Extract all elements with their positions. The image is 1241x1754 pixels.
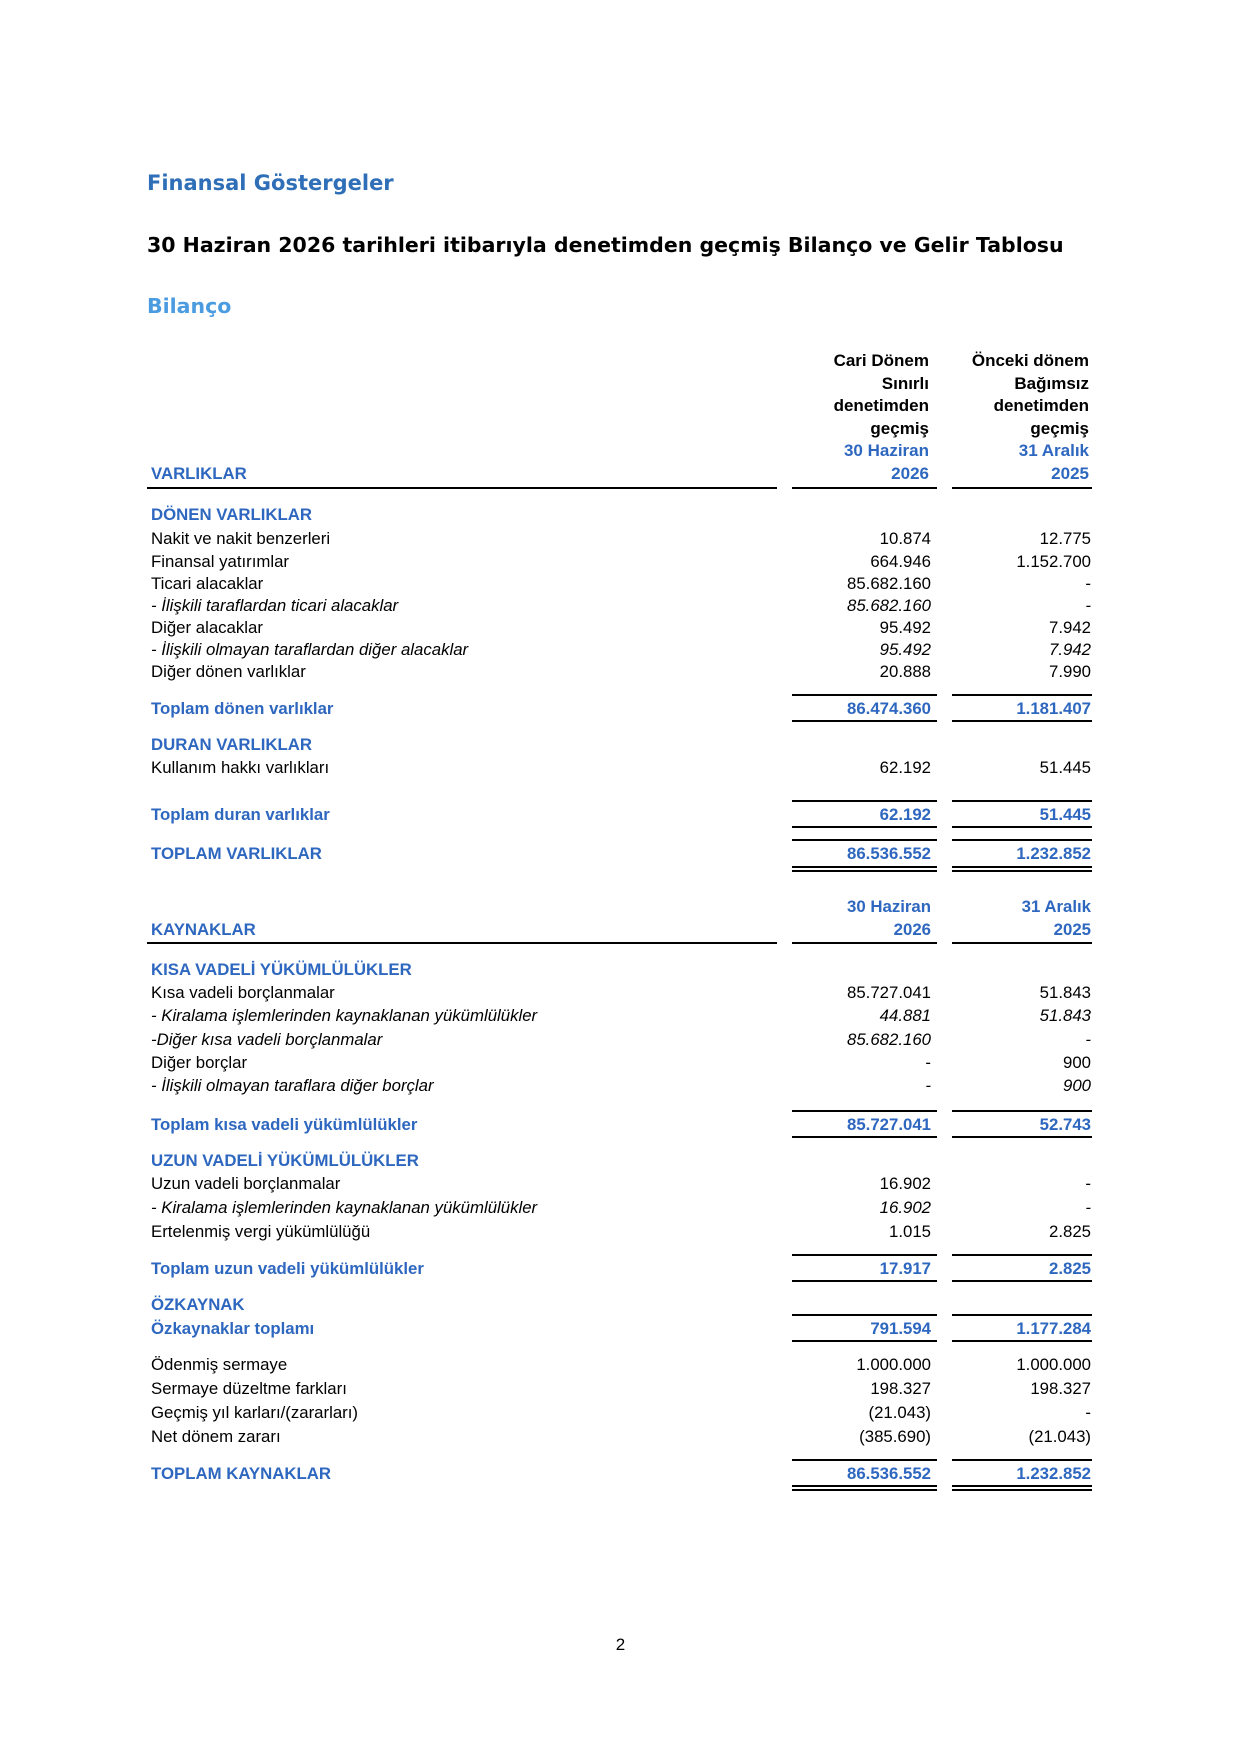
table-row: - İlişkili taraflardan ticari alacaklar 85.682.160 - — [151, 596, 1091, 615]
page-number: 2 — [615, 1635, 626, 1654]
liabilities-header-rule-prev — [952, 942, 1092, 944]
liabilities-header-rule — [147, 942, 777, 944]
short-term-heading: KISA VADELİ YÜKÜMLÜLÜKLER — [151, 960, 412, 979]
current-assets-total: Toplam dönen varlıklar 86.474.360 1.181.407 — [151, 699, 1091, 718]
previous-header-line2: Bağımsız — [1014, 373, 1089, 393]
total-double-rule — [952, 1485, 1092, 1487]
table-row: Ertelenmiş vergi yükümlülüğü 1.015 2.825 — [151, 1222, 1091, 1241]
total-rule — [952, 1459, 1092, 1461]
table-row: Ticari alacaklar 85.682.160 - — [151, 574, 1091, 593]
previous-header-line4: geçmiş — [1030, 418, 1089, 438]
total-rule — [952, 839, 1092, 841]
total-rule — [792, 1459, 937, 1461]
noncurrent-assets-heading: DURAN VARLIKLAR — [151, 735, 312, 754]
subtotal-rule — [952, 720, 1092, 722]
total-assets: TOPLAM VARLIKLAR 86.536.552 1.232.852 — [151, 844, 1091, 863]
subtotal-rule — [792, 1280, 937, 1282]
current-header-line1: Cari Dönem — [833, 351, 929, 370]
previous-header-line1: Önceki dönem — [971, 351, 1089, 370]
current-header-line4: geçmiş — [870, 418, 929, 438]
document-subtitle: 30 Haziran 2026 tarihleri itibarıyla denetimden geçmiş Bilanço ve Gelir Tablosu — [147, 233, 1064, 257]
table-row: Geçmiş yıl karları/(zararları) (21.043) - — [151, 1403, 1091, 1422]
section-heading: Bilanço — [147, 294, 232, 318]
total-double-rule — [952, 866, 1092, 868]
short-term-total: Toplam kısa vadeli yükümlülükler 85.727.041 52.743 — [151, 1115, 1091, 1134]
assets-header-rule-prev — [952, 487, 1092, 489]
noncurrent-assets-total: Toplam duran varlıklar 62.192 51.445 — [151, 805, 1091, 824]
table-row: Nakit ve nakit benzerleri 10.874 12.775 — [151, 529, 1091, 548]
subtotal-rule — [952, 1110, 1092, 1112]
total-double-rule — [952, 870, 1092, 872]
table-row: -Diğer kısa vadeli borçlanmalar 85.682.160 - — [151, 1030, 1091, 1049]
subtotal-rule — [792, 1110, 937, 1112]
liabilities-date-row: 30 Haziran 31 Aralık — [847, 897, 1091, 916]
total-double-rule — [792, 1485, 937, 1487]
table-row: Finansal yatırımlar 664.946 1.152.700 — [151, 552, 1091, 571]
subtotal-rule — [952, 1340, 1092, 1342]
long-term-total: Toplam uzun vadeli yükümlülükler 17.917 2.825 — [151, 1259, 1091, 1278]
subtotal-rule — [952, 1314, 1092, 1316]
table-row: - Kiralama işlemlerinden kaynaklanan yükümlülükler 44.881 51.843 — [151, 1006, 1091, 1025]
subtotal-rule — [792, 1340, 937, 1342]
current-header-year: 2026 — [891, 463, 929, 483]
subtotal-rule — [952, 1254, 1092, 1256]
table-row: Kullanım hakkı varlıkları 62.192 51.445 — [151, 758, 1091, 777]
subtotal-rule — [952, 800, 1092, 802]
total-double-rule — [792, 870, 937, 872]
total-double-rule — [792, 866, 937, 868]
assets-heading: VARLIKLAR — [151, 464, 247, 483]
previous-header-date: 31 Aralık — [1018, 441, 1089, 460]
long-term-heading: UZUN VADELİ YÜKÜMLÜLÜKLER — [151, 1151, 419, 1170]
subtotal-rule — [792, 694, 937, 696]
table-row: Diğer alacaklar 95.492 7.942 — [151, 618, 1091, 637]
subtotal-rule — [952, 1136, 1092, 1138]
table-row: Kısa vadeli borçlanmalar 85.727.041 51.843 — [151, 983, 1091, 1002]
total-rule — [792, 839, 937, 841]
previous-header-line3: denetimden — [993, 396, 1089, 415]
table-row: - İlişkili olmayan taraflardan diğer alacaklar 95.492 7.942 — [151, 640, 1091, 659]
current-header-date: 30 Haziran — [843, 441, 929, 460]
subtotal-rule — [792, 1314, 937, 1316]
table-row: - İlişkili olmayan taraflara diğer borçlar - 900 — [151, 1076, 1091, 1095]
subtotal-rule — [792, 800, 937, 802]
current-header-line2: Sınırlı — [881, 373, 929, 393]
subtotal-rule — [792, 826, 937, 828]
liabilities-header-rule-cur — [792, 942, 937, 944]
table-row: Uzun vadeli borçlanmalar 16.902 - — [151, 1174, 1091, 1193]
subtotal-rule — [952, 826, 1092, 828]
table-row: Diğer dönen varlıklar 20.888 7.990 — [151, 662, 1091, 681]
total-double-rule — [792, 1489, 937, 1491]
equity-total: Özkaynaklar toplamı 791.594 1.177.284 — [151, 1319, 1091, 1338]
table-row: Diğer borçlar - 900 — [151, 1053, 1091, 1072]
current-header-line3: denetimden — [833, 396, 929, 415]
subtotal-rule — [792, 1136, 937, 1138]
table-row: Net dönem zararı (385.690) (21.043) — [151, 1427, 1091, 1446]
table-row: Ödenmiş sermaye 1.000.000 1.000.000 — [151, 1355, 1091, 1374]
assets-header-rule-cur — [792, 487, 937, 489]
subtotal-rule — [952, 1280, 1092, 1282]
page-heading: Finansal Göstergeler — [147, 171, 394, 195]
subtotal-rule — [792, 1254, 937, 1256]
total-liabilities: TOPLAM KAYNAKLAR 86.536.552 1.232.852 — [151, 1464, 1091, 1483]
total-double-rule — [952, 1489, 1092, 1491]
liabilities-heading: KAYNAKLAR 2026 2025 — [151, 920, 1091, 939]
table-row: - Kiralama işlemlerinden kaynaklanan yükümlülükler 16.902 - — [151, 1198, 1091, 1217]
equity-heading: ÖZKAYNAK — [151, 1295, 245, 1314]
previous-header-year: 2025 — [1051, 463, 1089, 483]
subtotal-rule — [792, 720, 937, 722]
assets-header-rule — [147, 487, 777, 489]
subtotal-rule — [952, 694, 1092, 696]
current-assets-heading: DÖNEN VARLIKLAR — [151, 505, 312, 524]
table-row: Sermaye düzeltme farkları 198.327 198.327 — [151, 1379, 1091, 1398]
